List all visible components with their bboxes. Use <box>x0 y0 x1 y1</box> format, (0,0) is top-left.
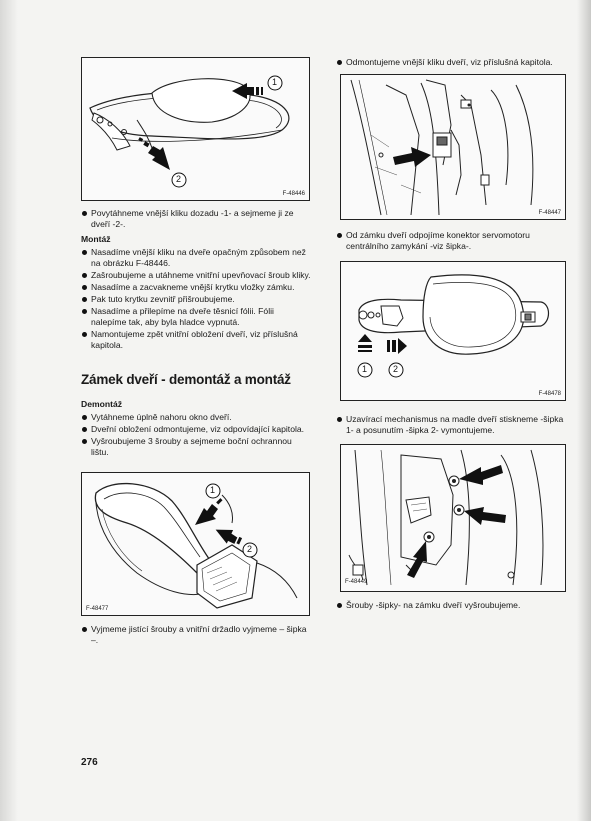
left-bullets-a <box>81 208 311 230</box>
list-item: Uzavírací mechanismus na madle dveří stiskneme -šipka 1- a posunutím -šipka 2- vymontujeme. <box>336 414 568 436</box>
demontaz-bullets <box>81 412 311 458</box>
list-item: Namontujeme zpět vnitřní obložení dveří, viz příslušná kapitola. <box>81 329 311 351</box>
list-item: Dveřní obložení odmontujeme, viz odpovídající kapitola. <box>81 424 311 435</box>
right-bullets-b <box>336 414 568 436</box>
list-item: Povytáhneme vnější kliku dozadu -1- a sejmeme ji ze dveří -2-. <box>81 208 311 230</box>
figure-lock-screws <box>340 444 566 592</box>
door-lock-connector-illustration <box>341 75 565 219</box>
inner-handle-illustration <box>82 473 309 615</box>
list-item: Nasadíme vnější kliku na dveře opačným způsobem než na obrázku F-48446. <box>81 247 311 269</box>
figure4-label: F-48478 <box>538 391 561 397</box>
left-bullets-b <box>81 624 311 646</box>
figure4-callout-1: 1 <box>362 364 368 374</box>
lock-screws-illustration <box>341 445 565 591</box>
figure1-callout-2: 2 <box>176 174 182 184</box>
section-heading: Zámek dveří - demontáž a montáž <box>81 372 291 387</box>
list-item: Odmontujeme vnější kliku dveří, viz příslušná kapitola. <box>336 57 568 68</box>
left-text-block-b <box>81 624 311 647</box>
list-item: Vyjmeme jistící šrouby a vnitřní držadlo vyjmeme – šipka –. <box>81 624 311 646</box>
figure-inner-handle <box>81 472 310 616</box>
list-item: Vytáhneme úplně nahoru okno dveří. <box>81 412 311 423</box>
list-item: Nasadíme a přilepíme na dveře těsnicí fólii. Fólii nalepíme tak, aby byla hladce vypnutá. <box>81 306 311 328</box>
figure4-callout-2: 2 <box>393 364 399 374</box>
page-number: 276 <box>81 757 98 768</box>
montaz-bullets <box>81 247 311 351</box>
right-text-block-top <box>336 57 568 69</box>
figure-outer-handle-removal <box>81 57 310 201</box>
list-item: Nasadíme a zacvakneme vnější krytku vložky zámku. <box>81 282 311 293</box>
page-edge-shadow-left <box>0 0 18 821</box>
list-item: Pak tuto krytku zevnitř přišroubujeme. <box>81 294 311 305</box>
list-item: Šrouby -šipky- na zámku dveří vyšroubujeme. <box>336 600 568 611</box>
right-bullets-c <box>336 600 568 611</box>
figure-connector <box>340 74 566 220</box>
figure5-label: F-48449 <box>345 579 368 585</box>
figure1-label: F-48446 <box>282 191 305 197</box>
right-text-block-b <box>336 414 568 437</box>
right-text-block-c <box>336 600 568 612</box>
montaz-subheading: Montáž <box>81 234 111 244</box>
locking-mechanism-illustration <box>341 262 565 400</box>
left-text-block-a <box>81 208 311 352</box>
right-bullets-top <box>336 57 568 68</box>
demontaz-subheading: Demontáž <box>81 399 123 409</box>
list-item: Od zámku dveří odpojíme konektor servomotoru centrálního zamykání -viz šipka-. <box>336 230 568 252</box>
left-text-block-demontaz <box>81 395 311 459</box>
figure2-callout-1: 1 <box>210 485 216 495</box>
figure1-callout-1: 1 <box>272 77 278 87</box>
figure3-label: F-48447 <box>538 210 561 216</box>
right-bullets-a <box>336 230 568 252</box>
page-edge-shadow-right <box>577 0 591 821</box>
list-item: Zašroubujeme a utáhneme vnitřní upevňovací šroub kliky. <box>81 270 311 281</box>
figure-locking-mechanism <box>340 261 566 401</box>
figure2-callout-2: 2 <box>247 544 253 554</box>
right-text-block-a <box>336 230 568 253</box>
list-item: Vyšroubujeme 3 šrouby a sejmeme boční ochrannou lištu. <box>81 436 311 458</box>
figure2-label: F-48477 <box>86 606 109 612</box>
